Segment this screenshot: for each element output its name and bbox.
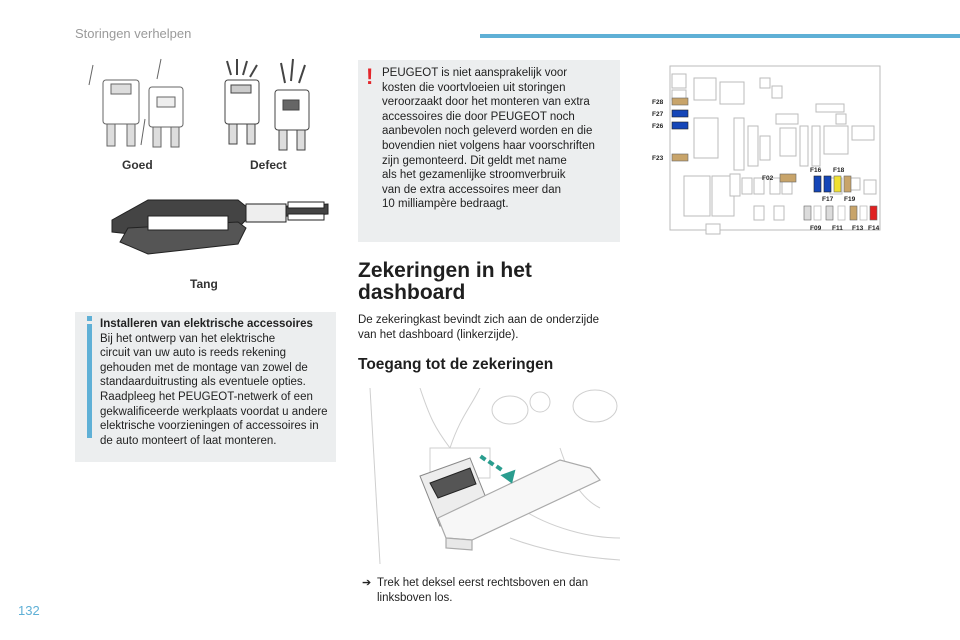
info-line: gehouden met de montage van zowel de (100, 361, 308, 374)
svg-text:F09: F09 (810, 225, 822, 232)
svg-text:F19: F19 (844, 196, 856, 203)
svg-text:F02: F02 (762, 175, 774, 182)
instruction-text: Trek het deksel eerst rechtsboven en dan linksboven los. (377, 577, 589, 604)
svg-text:F13: F13 (852, 225, 864, 232)
warning-line: als het gezamenlijke stroomverbruik (382, 169, 566, 182)
section-title: Zekeringen in het dashboard (358, 259, 532, 304)
warning-line: PEUGEOT is niet aansprakelijk voor (382, 67, 568, 79)
pliers-caption: Tang (190, 277, 218, 291)
fuse-box-diagram (650, 60, 890, 236)
warning-line: accessoires die door PEUGEOT noch (382, 110, 575, 123)
svg-text:F18: F18 (833, 167, 845, 174)
svg-text:F16: F16 (810, 167, 822, 174)
warning-box-text (382, 66, 612, 212)
info-box-text (100, 317, 332, 448)
fuse-pliers-illustration (108, 192, 333, 264)
warning-line: veroorzaakt door het monteren van extra (382, 96, 590, 109)
svg-text:F27: F27 (652, 111, 664, 118)
fuse-good-defect-illustration (85, 55, 325, 165)
svg-text:F26: F26 (652, 123, 664, 130)
warning-line: kosten die voortvloeien uit storingen (382, 81, 566, 94)
info-line: Bij het ontwerp van het elektrische (100, 332, 276, 345)
info-line: Raadpleeg het PEUGEOT-netwerk of een (100, 390, 313, 403)
defect-fuse-drawing (225, 59, 309, 150)
svg-text:F14: F14 (868, 225, 880, 232)
instruction-arrow-icon: ➔ (362, 577, 372, 589)
svg-text:F17: F17 (822, 196, 834, 203)
warning-line: 10 milliampère bedraagt. (382, 198, 509, 211)
info-box-title: Installeren van elektrische accessoires (100, 318, 313, 330)
page-number: 132 (18, 603, 40, 618)
good-fuse-drawing (89, 59, 183, 147)
dashboard-fuse-access-illustration (360, 388, 620, 564)
header-accent-bar (480, 34, 960, 38)
info-line: standaarduitrusting als eventuele opties. (100, 376, 306, 389)
warning-line: aanbevolen noch geleverd worden en die (382, 125, 593, 138)
defect-fuse-caption: Defect (250, 158, 287, 172)
warning-line: van de extra accessoires meer dan (382, 183, 561, 196)
subsection-title: Toegang tot de zekeringen (358, 356, 554, 373)
section-paragraph: De zekeringkast bevindt zich aan de onderzijde van het dashboard (linkerzijde). (358, 314, 600, 341)
svg-text:F11: F11 (832, 225, 843, 232)
warning-icon: ! (366, 64, 374, 89)
running-header: Storingen verhelpen (75, 26, 192, 41)
info-line: elektrische voorzieningen of accessoires in (100, 420, 319, 433)
good-fuse-caption: Goed (122, 158, 153, 172)
warning-line: zijn gemonteerd. Dit geldt met name (382, 154, 567, 167)
svg-text:F28: F28 (652, 99, 664, 106)
info-icon (84, 316, 96, 440)
svg-text:F23: F23 (652, 155, 664, 162)
warning-line: bovendien niet volgens haar voorschriften (382, 139, 595, 152)
info-line: de auto monteert of laat monteren. (100, 434, 277, 447)
info-line: circuit van uw auto is reeds rekening (100, 347, 287, 360)
info-line: gekwalificeerde werkplaats voordat u andere (100, 405, 328, 418)
